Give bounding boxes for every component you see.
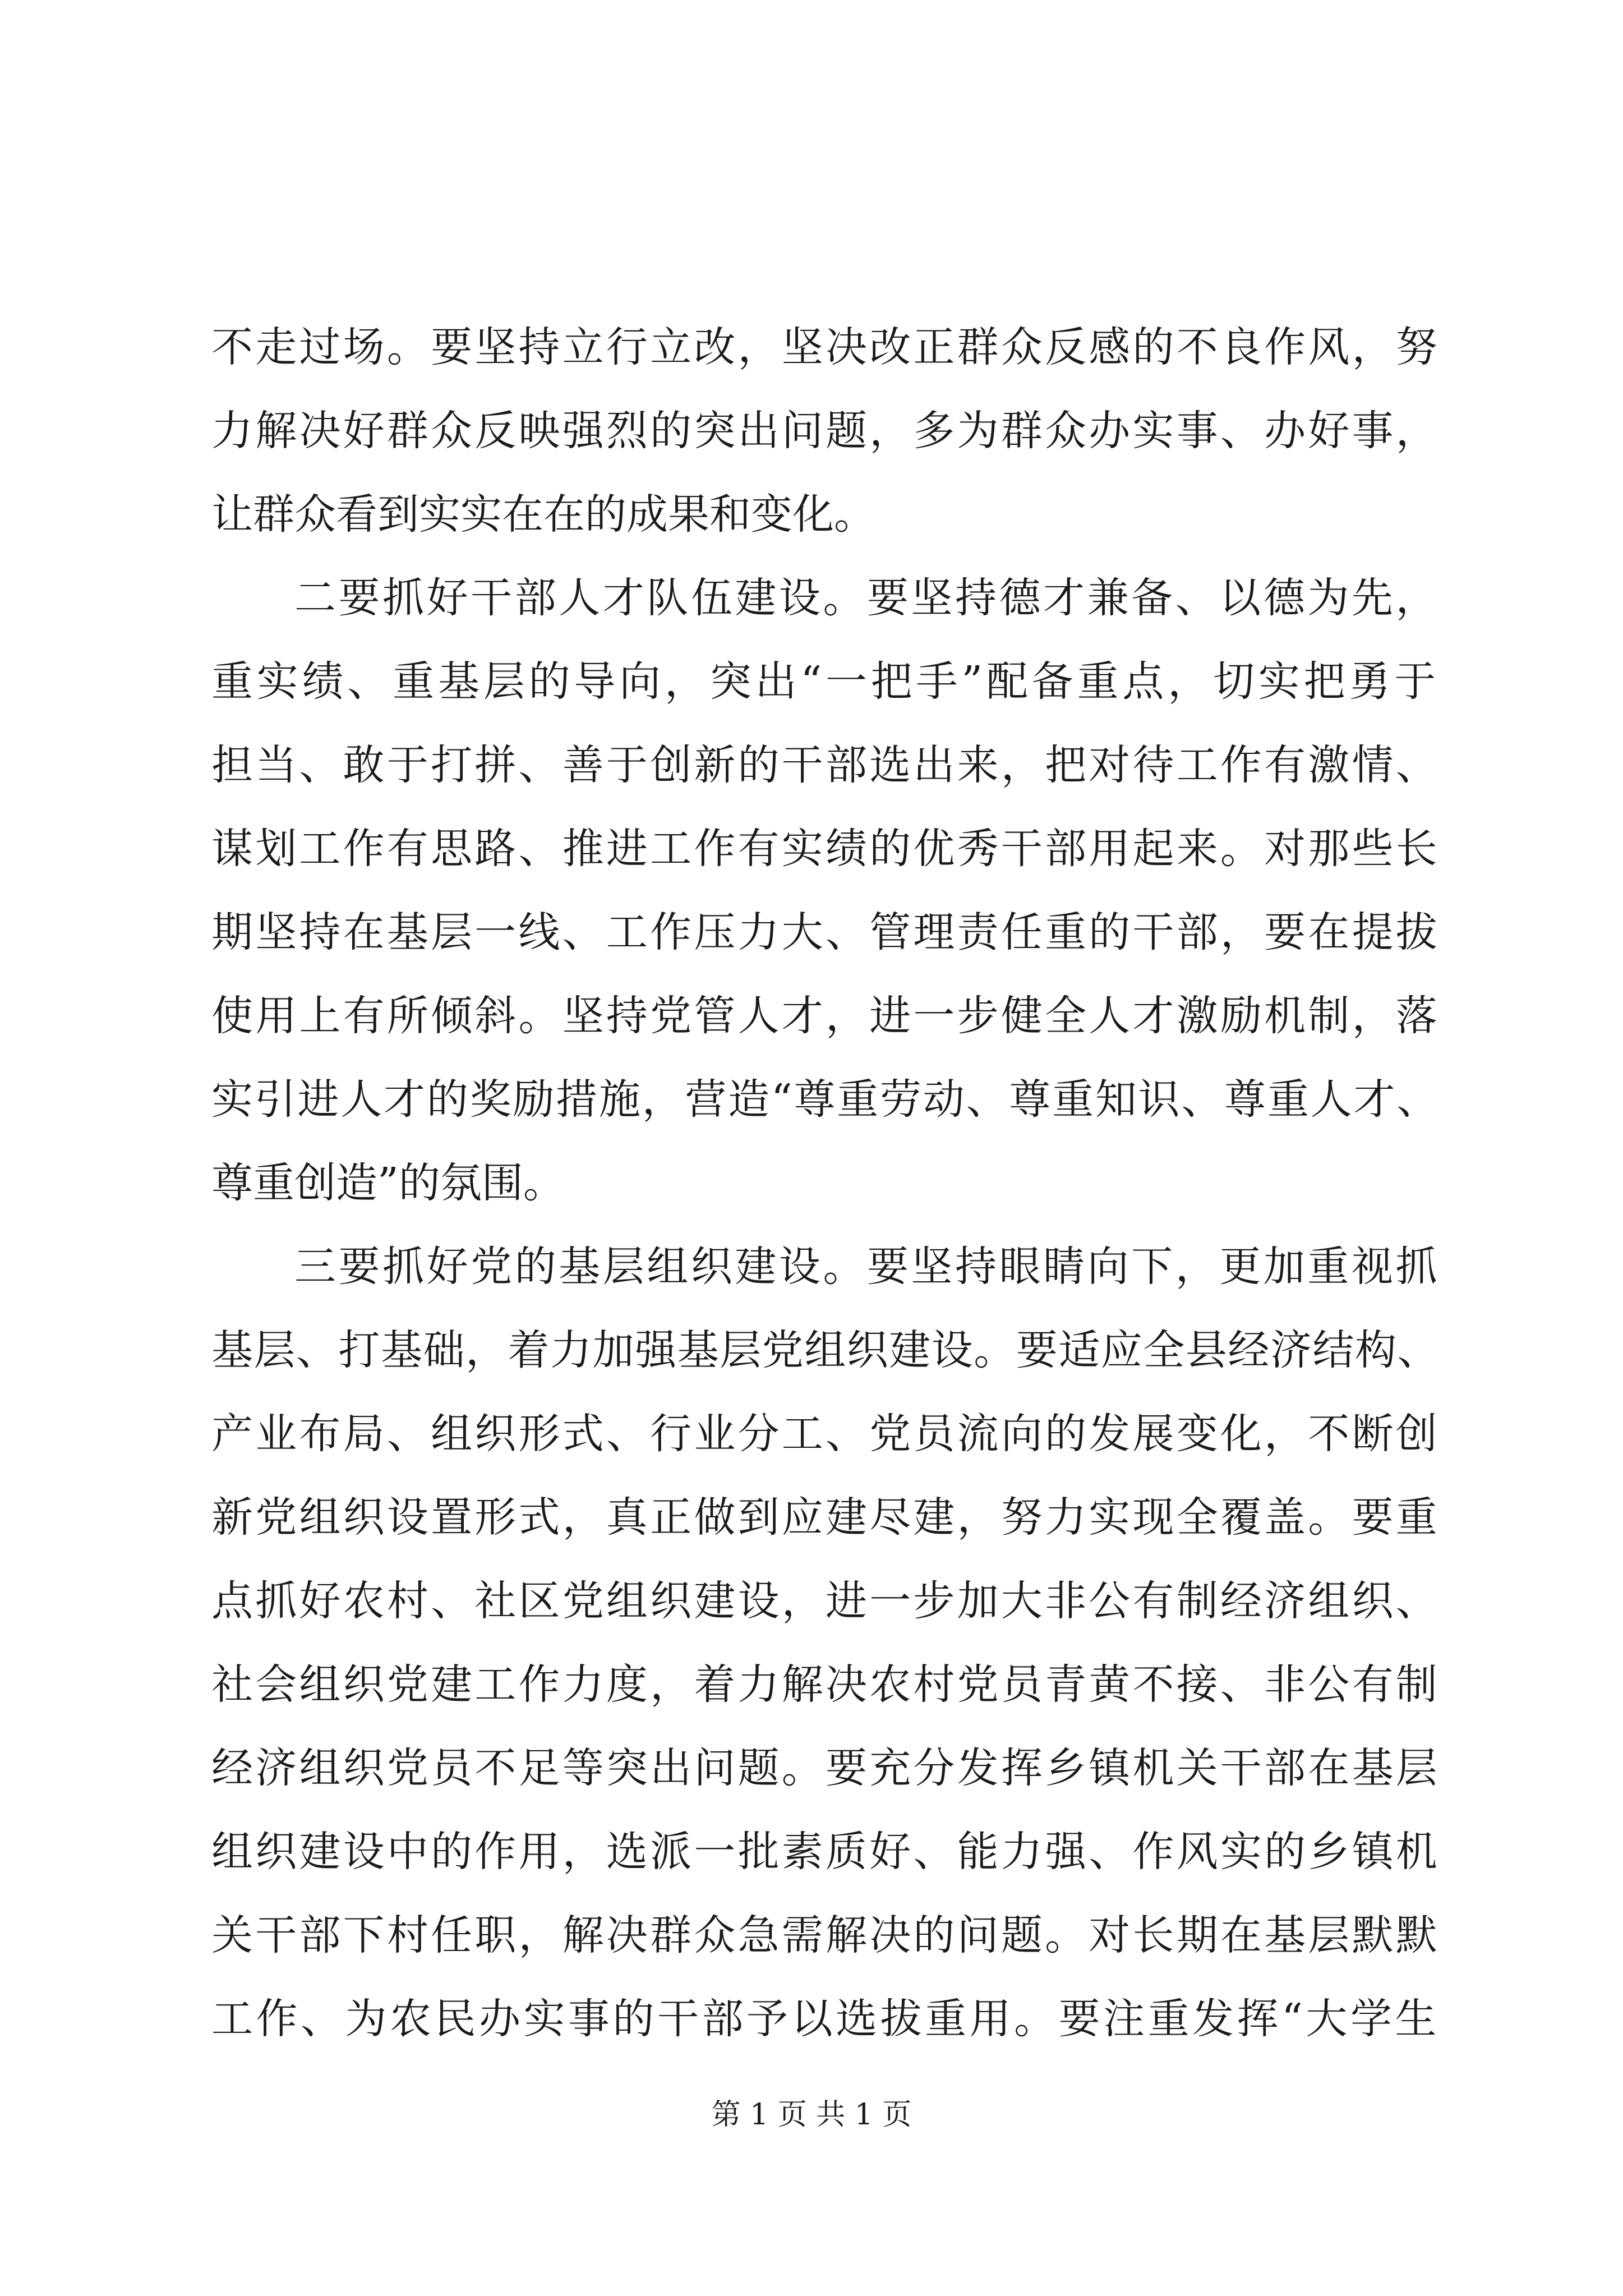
text-line: 组织建设中的作用，选派一批素质好、能力强、作风实的乡镇机 bbox=[211, 1828, 1440, 1876]
paragraph-first-line: 二要抓好干部人才队伍建设。要坚持德才兼备、以德为先， bbox=[294, 574, 1440, 622]
text-line: 力解决好群众反映强烈的突出问题，多为群众办实事、办好事， bbox=[211, 407, 1440, 455]
text-line: 尊重创造”的氛围。 bbox=[211, 1159, 565, 1207]
text-line: 工作、为农民办实事的干部予以选拔重用。要注重发挥“大学生 bbox=[211, 1995, 1440, 2043]
text-line: 产业布局、组织形式、行业分工、党员流向的发展变化，不断创 bbox=[211, 1410, 1440, 1458]
text-line: 新党组织设置形式，真正做到应建尽建，努力实现全覆盖。要重 bbox=[211, 1493, 1440, 1542]
document-body bbox=[211, 306, 1440, 2061]
text-line: 让群众看到实实在在的成果和变化。 bbox=[211, 490, 875, 539]
text-line: 谋划工作有思路、推进工作有实绩的优秀干部用起来。对那些长 bbox=[211, 825, 1440, 873]
text-line: 点抓好农村、社区党组织建设，进一步加大非公有制经济组织、 bbox=[211, 1577, 1440, 1625]
text-line: 经济组织党员不足等突出问题。要充分发挥乡镇机关干部在基层 bbox=[211, 1744, 1440, 1792]
text-line: 使用上有所倾斜。坚持党管人才，进一步健全人才激励机制，落 bbox=[211, 992, 1440, 1040]
text-line: 实引进人才的奖励措施，营造“尊重劳动、尊重知识、尊重人才、 bbox=[211, 1075, 1440, 1124]
text-line: 重实绩、重基层的导向，突出“一把手”配备重点，切实把勇于 bbox=[211, 657, 1440, 706]
text-line: 不走过场。要坚持立行立改，坚决改正群众反感的不良作风，努 bbox=[211, 323, 1440, 371]
text-line: 社会组织党建工作力度，着力解决农村党员青黄不接、非公有制 bbox=[211, 1660, 1440, 1709]
paragraph-first-line: 三要抓好党的基层组织建设。要坚持眼睛向下，更加重视抓 bbox=[294, 1243, 1440, 1291]
text-line: 担当、敢于打拼、善于创新的干部选出来，把对待工作有激情、 bbox=[211, 741, 1440, 789]
text-line: 关干部下村任职，解决群众急需解决的问题。对长期在基层默默 bbox=[211, 1911, 1440, 1959]
page-footer: 第 1 页 共 1 页 bbox=[711, 2098, 912, 2132]
text-line: 期坚持在基层一线、工作压力大、管理责任重的干部，要在提拔 bbox=[211, 908, 1440, 956]
text-line: 基层、打基础，着力加强基层党组织建设。要适应全县经济结构、 bbox=[211, 1326, 1440, 1374]
